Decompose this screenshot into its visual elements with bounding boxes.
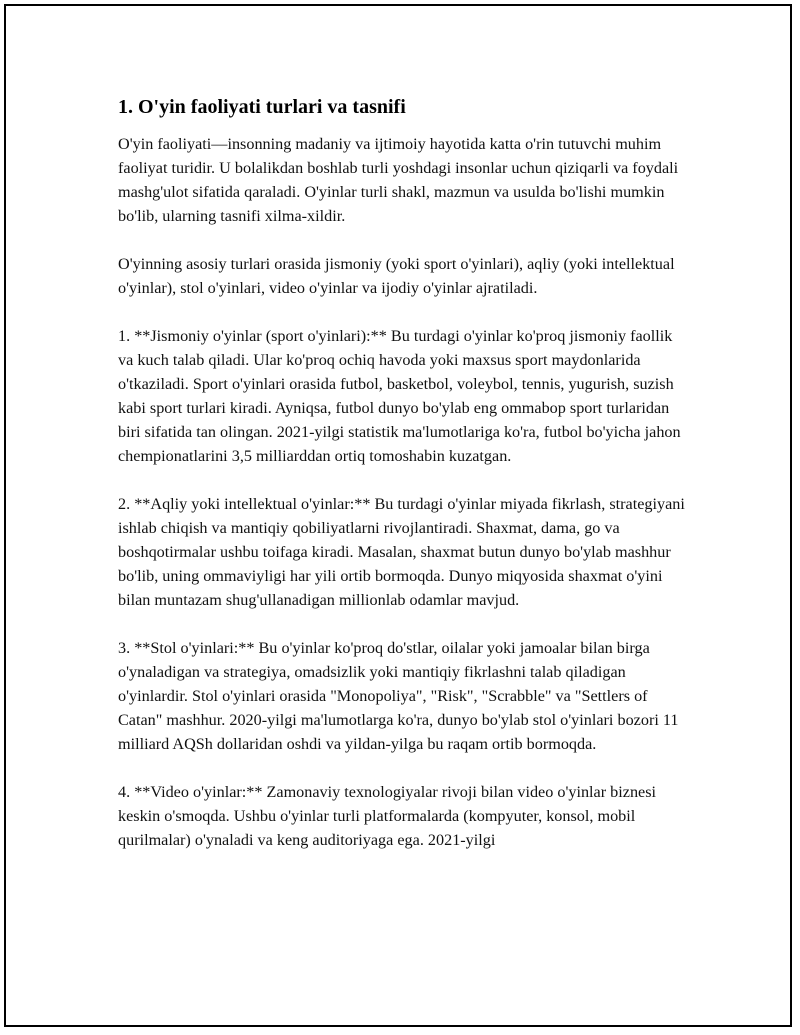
paragraph-intro: O'yin faoliyati—insonning madaniy va ijtimoiy hayotida katta o'rin tutuvchi muhim faoliyat turidir. U bolalikdan boshlab turli yoshdagi insonlar uchun qiziqarli va foydali mashg'ulot sifatida qaraladi. O'yinlar turli shakl, mazmun va usulda bo'lishi mumkin bo'lib, ularning tasnifi xilma-xildir. xyxy=(118,135,679,225)
document-body xyxy=(118,95,688,876)
paragraph-intellectual-games: 2. **Aqliy yoki intellektual o'yinlar:** Bu turdagi o'yinlar miyada fikrlash, strategiyani ishlab chiqish va mantiqiy qobiliyatlarni rivojlantiradi. Shaxmat, dama, go va boshqotirmalar ushbu toifaga kiradi. Masalan, shaxmat butun dunyo bo'ylab mashhur bo'lib, uning ommaviyligi har yili ortib bormoqda. Dunyo miqyosida shaxmat o'yini bilan muntazam shug'ullanadigan millionlab odamlar mavjud. xyxy=(118,495,685,609)
paragraph-physical-games: 1. **Jismoniy o'yinlar (sport o'yinlari):** Bu turdagi o'yinlar ko'proq jismoniy faollik va kuch talab qiladi. Ular ko'proq ochiq havoda yoki maxsus sport maydonlarida o'tkaziladi. Sport o'yinlari orasida futbol, basketbol, voleybol, tennis, yugurish, suzish kabi sport turlari kiradi. Ayniqsa, futbol dunyo bo'ylab eng ommabop sport turlaridan biri sifatida tan olingan. 2021-yilgi statistik ma'lumotlariga ko'ra, futbol bo'yicha jahon chempionatlarini 3,5 milliarddan ortiq tomoshabin kuzatgan. xyxy=(118,327,681,465)
paragraph-main-types: O'yinning asosiy turlari orasida jismoniy (yoki sport o'yinlari), aqliy (yoki intellektual o'yinlar), stol o'yinlari, video o'yinlar va ijodiy o'yinlar ajratiladi. xyxy=(118,255,675,297)
paragraph-video-games: 4. **Video o'yinlar:** Zamonaviy texnologiyalar rivoji bilan video o'yinlar biznesi keskin o'smoqda. Ushbu o'yinlar turli platformalarda (kompyuter, konsol, mobil qurilmalar) o'ynaladi va keng auditoriyaga ega. 2021-yilgi xyxy=(118,783,657,849)
paragraph-board-games: 3. **Stol o'yinlari:** Bu o'yinlar ko'proq do'stlar, oilalar yoki jamoalar bilan birga o'ynaladigan va strategiya, omadsizlik yoki mantiqiy fikrlashni talab qiladigan o'yinlardir. Stol o'yinlari orasida "Monopoliya", "Risk", "Scrabble" va "Settlers of Catan" mashhur. 2020-yilgi ma'lumotlarga ko'ra, dunyo bo'ylab stol o'yinlari bozori 11 milliard AQSh dollaridan oshdi va yildan-yilga bu raqam ortib bormoqda. xyxy=(118,639,679,753)
section-title: 1. O'yin faoliyati turlari va tasnifi xyxy=(118,96,406,118)
